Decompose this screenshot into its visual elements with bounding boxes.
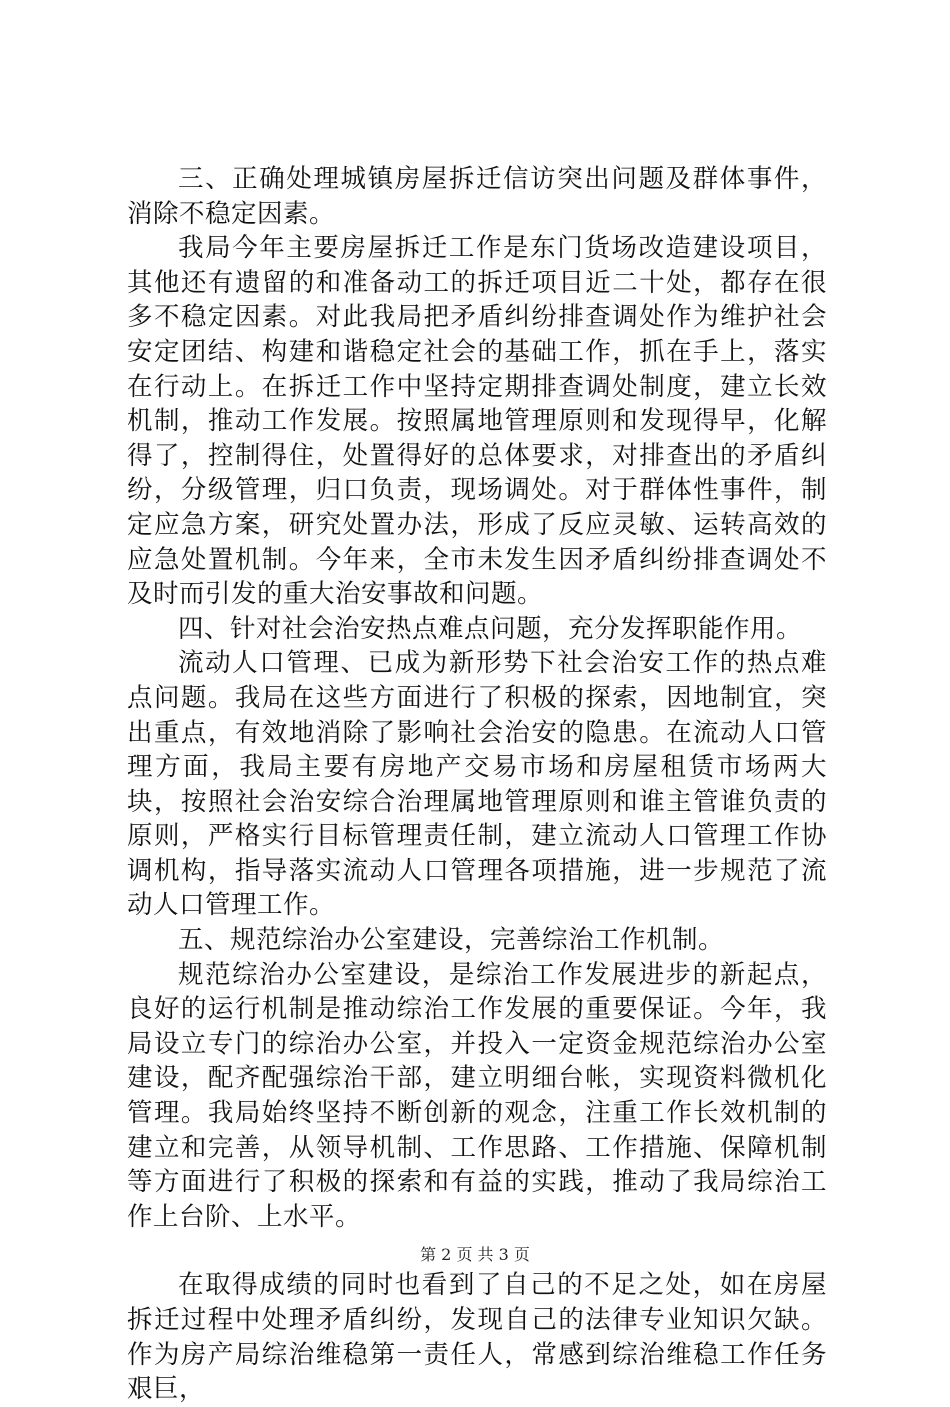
document-body: [127, 162, 827, 1407]
paragraph-shortcomings: 在取得成绩的同时也看到了自己的不足之处，如在房屋拆迁过程中处理矛盾纠纷，发现自己的法律专业知识欠缺。作为房产局综治维稳第一责任人，常感到综治维稳工作任务艰巨，: [127, 1270, 827, 1405]
paragraph-demolition-work: 我局今年主要房屋拆迁工作是东门货场改造建设项目，其他还有遗留的和准备动工的拆迁项目近二十处，都存在很多不稳定因素。对此我局把矛盾纠纷排查调处作为维护社会安定团结、构建和谐稳定社会的基础工作，抓在手上，落实在行动上。在拆迁工作中坚持定期排查调处制度，建立长效机制，推动工作发展。按照属地管理原则和发现得早，化解得了，控制得住，处置得好的总体要求，对排查出的矛盾纠纷，分级管理，归口负责，现场调处。对于群体性事件，制定应急方案，研究处置办法，形成了反应灵敏、运转高效的应急处置机制。今年来，全市未发生因矛盾纠纷排查调处不及时而引发的重大治安事故和问题。: [127, 233, 827, 610]
page-number-footer: 第 2 页 共 3 页: [420, 1245, 530, 1264]
paragraph-section-5-heading: 五、规范综治办公室建设，完善综治工作机制。: [178, 925, 725, 956]
paragraph-section-3-heading: 三、正确处理城镇房屋拆迁信访突出问题及群体事件，消除不稳定因素。: [127, 164, 827, 229]
paragraph-floating-population: 流动人口管理、已成为新形势下社会治安工作的热点难点问题。我局在这些方面进行了积极的探索，因地制宜，突出重点，有效地消除了影响社会治安的隐患。在流动人口管理方面，我局主要有房地产交易市场和房屋租赁市场两大块，按照社会治安综合治理属地管理原则和谁主管谁负责的原则，严格实行目标管理责任制，建立流动人口管理工作协调机构，指导落实流动人口管理各项措施，进一步规范了流动人口管理工作。: [127, 648, 827, 921]
paragraph-section-4-heading: 四、针对社会治安热点难点问题，充分发挥职能作用。: [178, 613, 803, 644]
paragraph-office-construction: 规范综治办公室建设，是综治工作发展进步的新起点，良好的运行机制是推动综治工作发展的重要保证。今年，我局设立专门的综治办公室，并投入一定资金规范综治办公室建设，配齐配强综治干部，建立明细台帐，实现资料微机化管理。我局始终坚持不断创新的观念，注重工作长效机制的建立和完善，从领导机制、工作思路、工作措施、保障机制等方面进行了积极的探索和有益的实践，推动了我局综治工作上台阶、上水平。: [127, 959, 827, 1232]
